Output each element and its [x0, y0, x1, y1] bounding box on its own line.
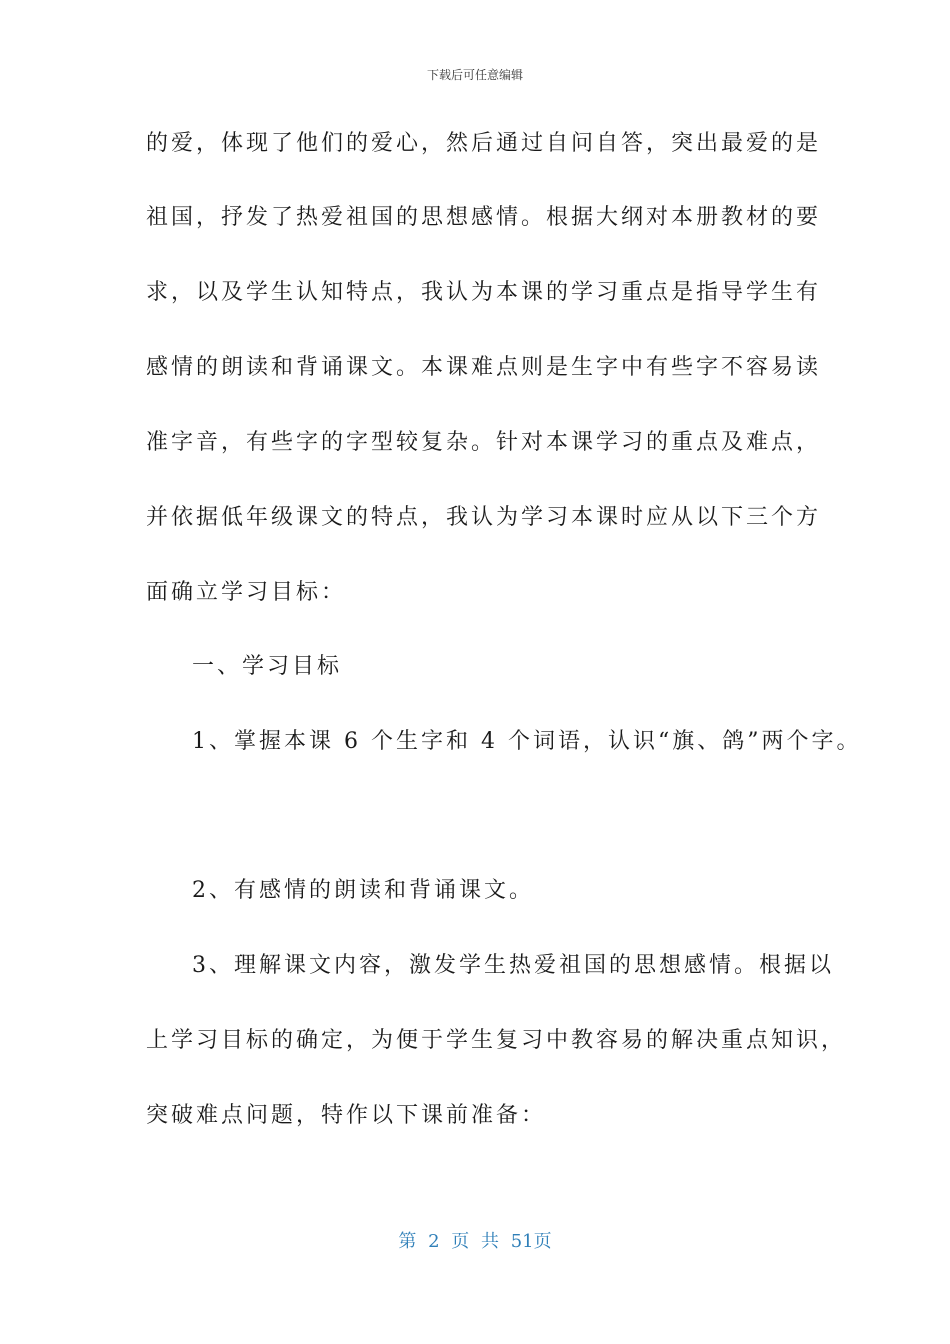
page-footer: 第 2 页 共 51页 [398, 1231, 552, 1252]
paragraph-line: 的爱，体现了他们的爱心，然后通过自问自答，突出最爱的是 [146, 131, 822, 156]
paragraph-line: 祖国，抒发了热爱祖国的思想感情。根据大纲对本册教材的要 [146, 205, 822, 230]
list-item: 2、有感情的朗读和背诵课文。 [192, 878, 534, 903]
paragraph-line: 感情的朗读和背诵课文。本课难点则是生字中有些字不容易读 [146, 355, 822, 380]
list-item: 1、掌握本课 6 个生字和 4 个词语，认识“旗、鸽”两个字。 [192, 729, 862, 754]
paragraph-line: 突破难点问题，特作以下课前准备： [146, 1103, 547, 1128]
paragraph-line: 求，以及学生认知特点，我认为本课的学习重点是指导学生有 [146, 280, 822, 305]
paragraph-line: 准字音，有些字的字型较复杂。针对本课学习的重点及难点， [146, 430, 822, 455]
list-item: 3、理解课文内容，激发学生热爱祖国的思想感情。根据以 [192, 953, 834, 978]
section-heading: 一、学习目标 [192, 654, 343, 679]
paragraph-line: 并依据低年级课文的特点，我认为学习本课时应从以下三个方 [146, 505, 822, 530]
paragraph-line: 面确立学习目标： [146, 580, 347, 605]
paragraph-line: 上学习目标的确定，为便于学生复习中教容易的解决重点知识， [146, 1028, 847, 1053]
page-header: 下载后可任意编辑 [426, 68, 523, 82]
